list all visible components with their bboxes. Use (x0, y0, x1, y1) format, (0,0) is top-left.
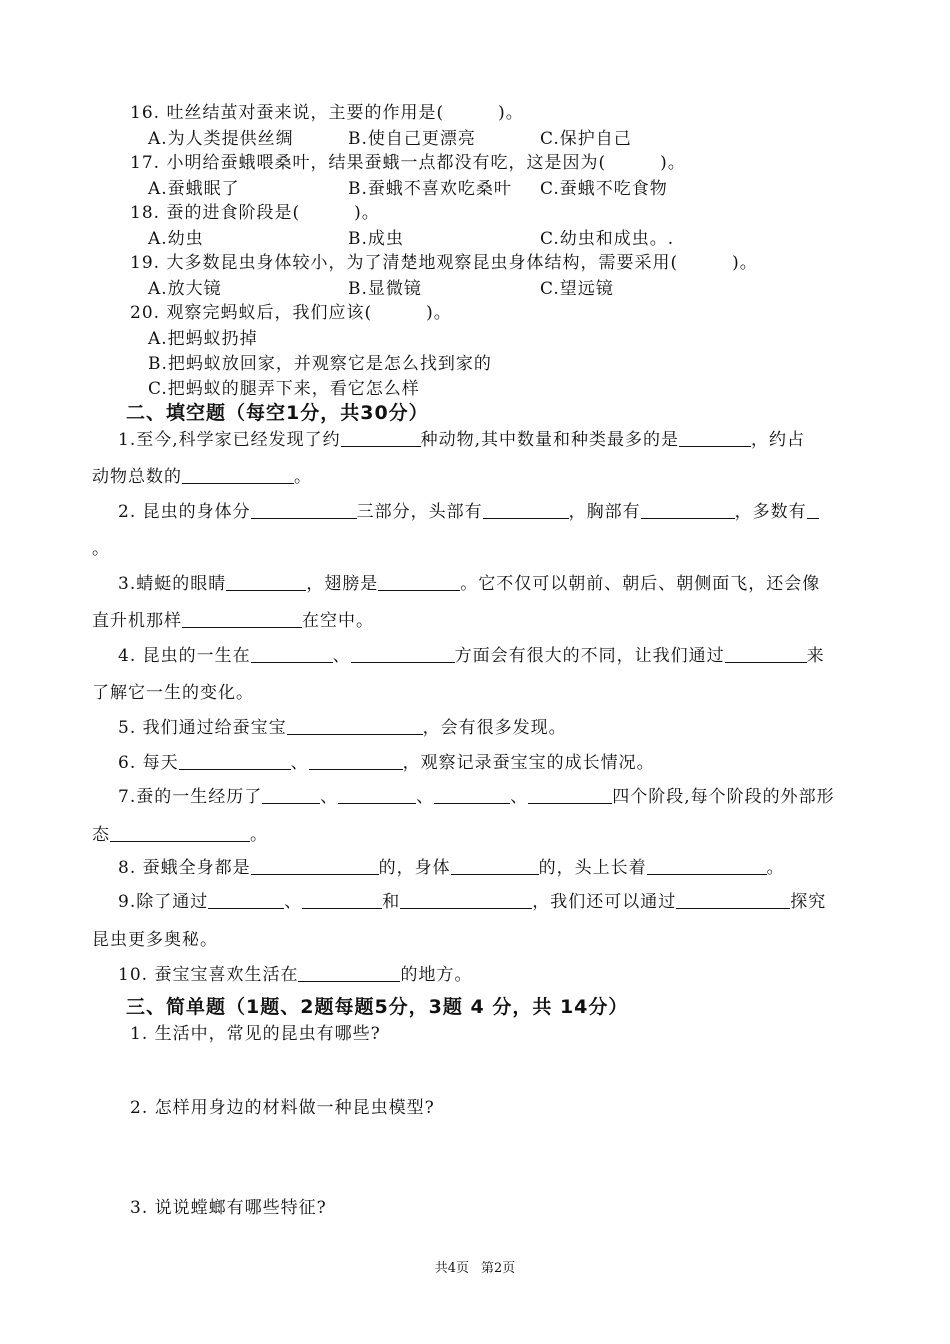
option-a: A.幼虫 (148, 229, 204, 249)
blank[interactable] (179, 753, 291, 770)
blank[interactable] (110, 825, 250, 842)
option-b: B.成虫 (348, 229, 404, 249)
blank[interactable] (434, 787, 510, 804)
option-a: A.为人类提供丝绸 (148, 129, 294, 149)
option-a: A.放大镜 (148, 279, 222, 299)
option-c: C.望远镜 (540, 279, 614, 299)
section2-title: 二、填空题（每空1分，共30分） (126, 402, 429, 424)
blank[interactable] (251, 646, 333, 663)
blank[interactable] (208, 892, 284, 909)
q17-stem: 17. 小明给蚕蛾喂桑叶，结果蚕蛾一点都没有吃，这是因为( )。 (130, 153, 686, 173)
section3-title: 三、简单题（1题、2题每题5分，3题 4 分，共 14分） (126, 996, 629, 1018)
blank[interactable] (528, 787, 612, 804)
short-q1: 1. 生活中，常见的昆虫有哪些? (130, 1024, 381, 1044)
blank[interactable] (451, 858, 539, 875)
blank[interactable] (251, 858, 379, 875)
short-q2: 2. 怎样用身边的材料做一种昆虫模型? (130, 1098, 435, 1118)
q20-option-a: A.把蚂蚁扔掉 (148, 329, 258, 349)
q19-stem: 19. 大多数昆虫身体较小，为了清楚地观察昆虫身体结构，需要采用( )。 (130, 253, 758, 273)
fill-q3-line2: 直升机那样 在空中。 (92, 611, 374, 631)
blank[interactable] (341, 430, 421, 447)
blank[interactable] (251, 502, 357, 519)
current-page: 第2页 (481, 1261, 516, 1276)
blank[interactable] (338, 787, 416, 804)
blank[interactable] (182, 467, 294, 484)
q20-option-b: B.把蚂蚁放回家，并观察它是怎么找到家的 (148, 354, 492, 374)
blank[interactable] (351, 646, 455, 663)
blank[interactable] (647, 858, 767, 875)
page-footer (0, 1257, 950, 1276)
blank[interactable] (679, 430, 751, 447)
option-c: C.保护自己 (540, 129, 632, 149)
option-a: A.蚕蛾眠了 (148, 179, 240, 199)
fill-q2-line2: 。 (92, 539, 110, 559)
blank[interactable] (309, 753, 403, 770)
blank[interactable] (287, 718, 423, 735)
q20-stem: 20. 观察完蚂蚁后，我们应该( )。 (130, 303, 452, 323)
q16-stem: 16. 吐丝结茧对蚕来说，主要的作用是( )。 (130, 103, 524, 123)
option-b: B.显微镜 (348, 279, 422, 299)
option-b: B.蚕蛾不喜欢吃桑叶 (348, 179, 512, 199)
option-c: C.蚕蛾不吃食物 (540, 179, 668, 199)
fill-q4-line1: 4. 昆虫的一生在 、 方面会有很大的不同，让我们通过 来 (118, 646, 825, 666)
fill-q10: 10. 蚕宝宝喜欢生活在 的地方。 (118, 965, 473, 985)
short-q3: 3. 说说螳螂有哪些特征? (130, 1198, 327, 1218)
blank[interactable] (641, 502, 735, 519)
blank[interactable] (262, 787, 320, 804)
fill-q2-line1: 2. 昆虫的身体分 三部分，头部有 ，胸部有 ，多数有 (118, 497, 819, 522)
fill-q9-line1: 9.除了通过 、 和 ，我们还可以通过 探究 (118, 892, 827, 912)
blank[interactable] (302, 892, 382, 909)
fill-q1-line1: 1.至今,科学家已经发现了约 种动物,其中数量和种类最多的是 ，约占 (118, 430, 806, 450)
fill-q1-line2: 动物总数的 。 (92, 467, 312, 487)
blank[interactable] (226, 574, 306, 591)
q18-stem: 18. 蚕的进食阶段是( )。 (130, 203, 380, 223)
fill-q6: 6. 每天 、 ，观察记录蚕宝宝的成长情况。 (118, 753, 655, 773)
blank[interactable] (182, 611, 302, 628)
blank[interactable] (378, 574, 460, 591)
total-pages: 共4页 (434, 1261, 469, 1276)
fill-q7-line1: 7.蚕的一生经历了 、 、 、 四个阶段,每个阶段的外部形 (118, 787, 835, 807)
q20-option-c: C.把蚂蚁的腿弄下来，看它怎么样 (148, 379, 420, 399)
option-c: C.幼虫和成虫。. (540, 229, 675, 249)
fill-q5: 5. 我们通过给蚕宝宝 ，会有很多发现。 (118, 718, 567, 738)
fill-q8: 8. 蚕蛾全身都是 的，身体 的，头上长着 。 (118, 858, 785, 878)
blank[interactable] (676, 892, 790, 909)
fill-q4-line2: 了解它一生的变化。 (92, 683, 254, 703)
blank[interactable] (807, 502, 819, 519)
fill-q3-line1: 3.蜻蜓的眼睛 ，翅膀是 。它不仅可以朝前、朝后、朝侧面飞，还会像 (118, 574, 821, 594)
blank[interactable] (483, 502, 569, 519)
fill-q7-line2: 态 。 (92, 825, 268, 845)
blank[interactable] (400, 892, 532, 909)
blank[interactable] (725, 646, 807, 663)
blank[interactable] (298, 965, 400, 982)
option-b: B.使自己更漂亮 (348, 129, 476, 149)
fill-q9-line2: 昆虫更多奥秘。 (92, 930, 218, 950)
